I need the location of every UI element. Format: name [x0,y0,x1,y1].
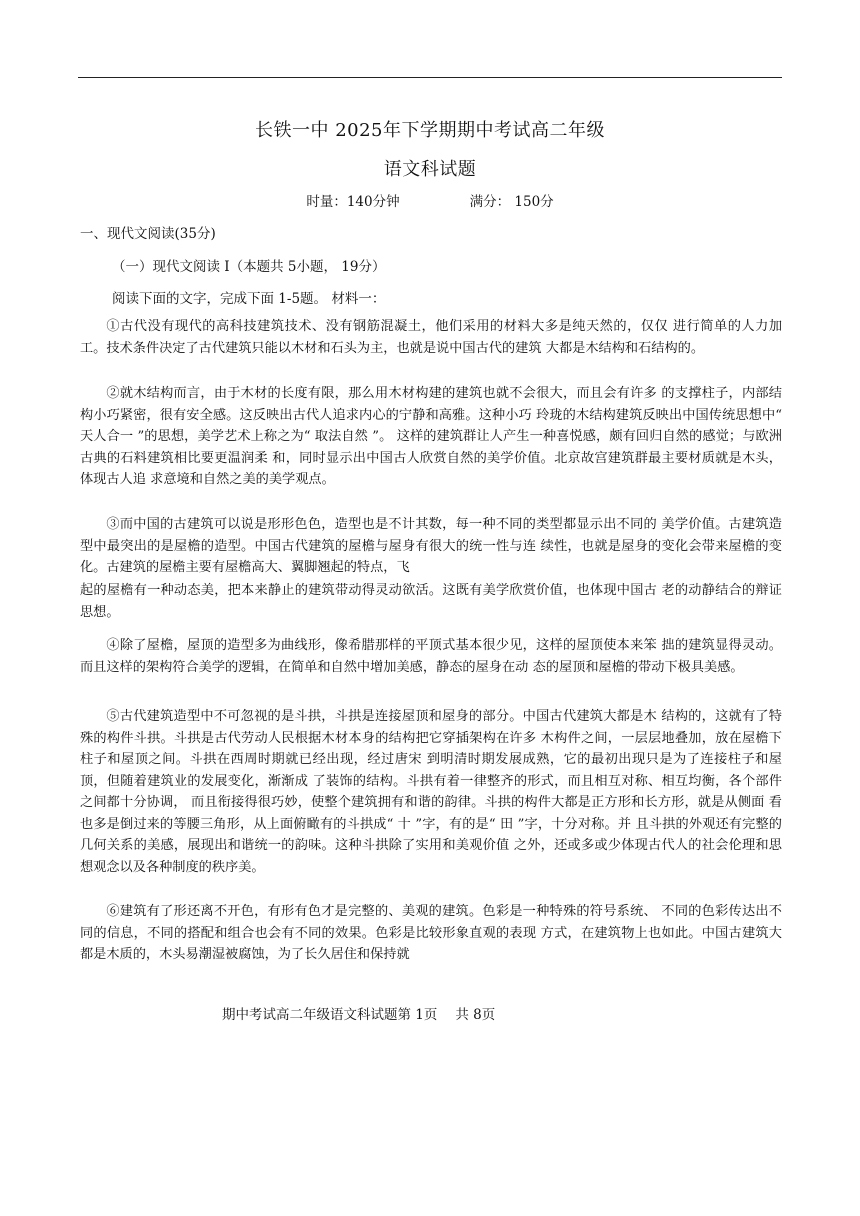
subsection-heading: （一）现代文阅读 I（本题共 5小题， 19分） [112,259,386,275]
paragraph-5: ⑤古代建筑造型中不可忽视的是斗拱，斗拱是连接屋顶和屋身的部分。中国古代建筑大都是木 结构的，这就有了特殊的构件斗拱。斗拱是古代劳动人民根据木材本身的结构把它穿插架构在许多 木构件之间，一层层地叠加，放在屋檐下柱子和屋顶之间。斗拱在西周时期就已经出现，经过唐宋 到明清时期发展成熟，它的最初出现只是为了连接柱子和屋顶，但随着建筑业的发展变化，渐渐成 了装饰的结构。斗拱有着一律整齐的形式，而且相互对称、相互均衡，各个部件之间都十分协调， 而且衔接得很巧妙，使整个建筑拥有和谐的韵律。斗拱的构件大都是正方形和长方形，就是从侧面 看也多是倒过来的等腰三角形，从上面俯瞰有的斗拱成“ 十 ”字，有的是“ 田 ”字，十分对称。并 且斗拱的外观还有完整的几何关系的美感，展现出和谐统一的韵味。这种斗拱除了实用和美观价值 之外，还或多或少体现古代人的社会伦理和思想观念以及各种制度的秩序美。 [80,709,782,875]
exam-meta [0,190,860,210]
page-footer [222,1003,495,1023]
paragraph-2: ②就木结构而言，由于木材的长度有限，那么用木材构建的建筑也就不会很大，而且会有许多 的支撑柱子，内部结构小巧紧密，很有安全感。这反映出古代人追求内心的宁静和高雅。这种小巧 玲珑的木结构建筑反映出中国传统思想中“ 天人合一 ”的思想，美学艺术上称之为“ 取法自然 ”。 这样的建筑群让人产生一种喜悦感，颇有回归自然的感觉；与欧洲古典的石料建筑相比要更温润柔 和，同时显示出中国古人欣赏自然的美学价值。北京故宫建筑群最主要材质就是木头，体现古人追 求意境和自然之美的美学观点。 [80,386,782,487]
time-label: 时量：140分钟 [306,194,400,210]
footer-page-number: 期中考试高二年级语文科试题第 1页 [222,1007,438,1023]
paragraph-1: ①古代没有现代的高科技建筑技术、没有钢筋混凝土，他们采用的材料大多是纯天然的，仅仅 进行简单的人力加工。技术条件决定了古代建筑只能以木材和石头为主，也就是说中国古代的建筑 大都是木结构和石结构的。 [80,319,782,356]
header-rule [78,77,782,78]
paragraph-3-continued: 起的屋檐有一种动态美，把本来静止的建筑带动得灵动欲活。这既有美学欣赏价值，也体现中国古 老的动静结合的辩证思想。 [80,583,782,620]
reading-instruction: 阅读下面的文字，完成下面 1-5题。 材料一： [112,291,386,307]
section-heading: 一、现代文阅读(35分) [80,226,216,242]
subject-title: 语文科试题 [383,159,477,180]
score-label: 满分： 150分 [469,194,554,210]
paragraph-6: ⑥建筑有了形还离不开色，有形有色才是完整的、美观的建筑。色彩是一种特殊的符号系统、 不同的色彩传达出不同的信息，不同的搭配和组合也会有不同的效果。色彩是比较形象直观的表现 方式，在建筑物上也如此。中国古建筑大都是木质的，木头易潮湿被腐蚀，为了长久居住和保持就 [80,904,782,962]
paragraph-3: ③而中国的古建筑可以说是形形色色，造型也是不计其数，每一种不同的类型都显示出不同的 美学价值。古建筑造型中最突出的是屋檐的造型。中国古代建筑的屋檐与屋身有很大的统一性与连 续性，也就是屋身的变化会带来屋檐的变化。古建筑的屋檐主要有屋檐高大、翼脚翘起的特点，飞 [80,517,782,575]
footer-total-pages: 共 8页 [455,1007,496,1023]
exam-title: 长铁一中 2025年下学期期中考试高二年级 [254,120,606,141]
paragraph-4: ④除了屋檐，屋顶的造型多为曲线形，像希腊那样的平顶式基本很少见，这样的屋顶使本来笨 拙的建筑显得灵动。而且这样的架构符合美学的逻辑，在简单和自然中增加美感，静态的屋身在动 态的屋顶和屋檐的带动下极具美感。 [80,638,782,675]
